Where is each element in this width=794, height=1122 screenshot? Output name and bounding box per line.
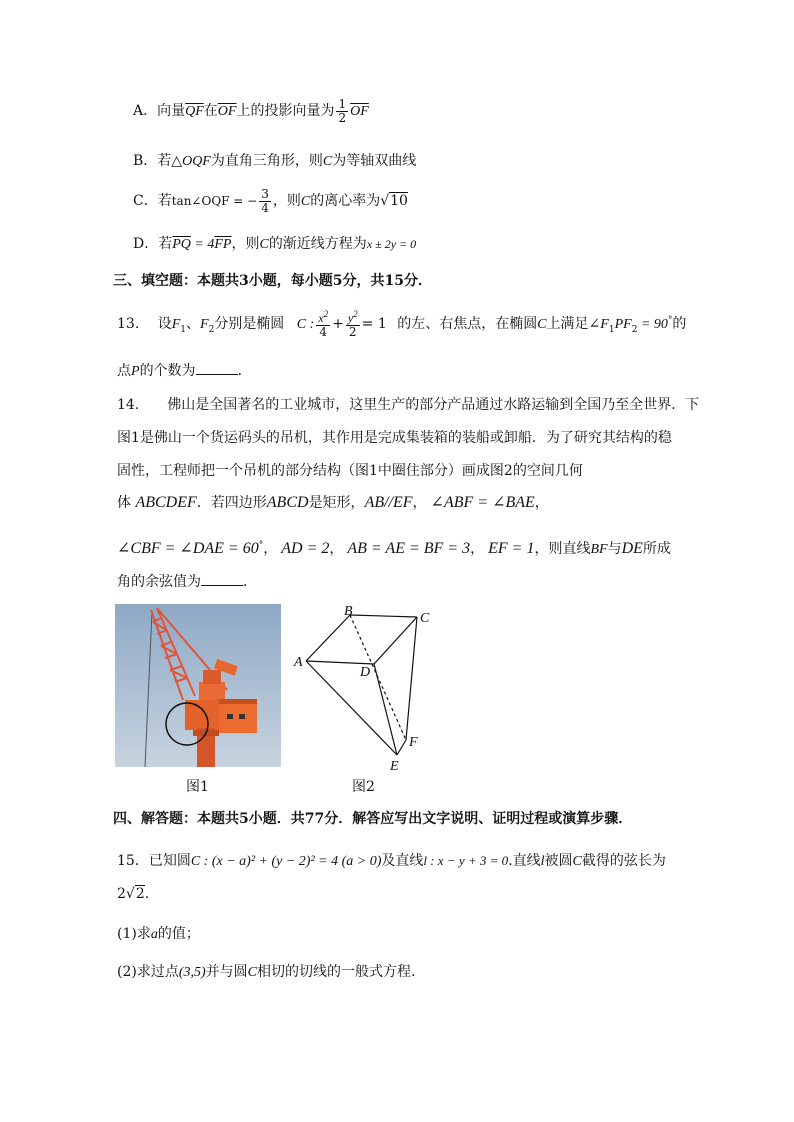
q14-text: ， bbox=[412, 495, 427, 511]
option-b-text-2: 为直角三角形，则 bbox=[210, 153, 323, 169]
option-d bbox=[133, 233, 416, 253]
q15-part2-text: (2)求过点 bbox=[117, 964, 179, 980]
q14-text: 是矩形， bbox=[308, 495, 365, 511]
q15-part2-text-3: 相切的切线的一般式方程. bbox=[257, 964, 416, 980]
math-asymptote: x ± 2y = 0 bbox=[366, 237, 417, 251]
label-e: E bbox=[390, 759, 399, 774]
math-de: DE bbox=[621, 540, 643, 557]
label-d: D bbox=[360, 665, 371, 680]
q13-text: 设 bbox=[157, 316, 172, 333]
figure-1-crane-photo bbox=[115, 604, 281, 767]
math-sub: 1 bbox=[180, 324, 187, 335]
math-c: C bbox=[572, 854, 582, 869]
option-c-text-3: 的离心率为 bbox=[310, 193, 381, 210]
fraction-y2-2: $\frac{y^2}{2}$ bbox=[347, 309, 358, 339]
label-c: C bbox=[420, 611, 430, 626]
option-d-text-2: ，则 bbox=[231, 236, 260, 252]
q13-text-5: 的 bbox=[672, 316, 687, 333]
frac-den: 2 bbox=[338, 110, 347, 125]
frac-num: 1 bbox=[338, 97, 347, 111]
q13-line2 bbox=[117, 360, 252, 380]
q15-part1 bbox=[117, 923, 200, 943]
math-plus: + bbox=[332, 316, 344, 333]
q14-end: ． bbox=[243, 574, 257, 590]
edge-ef bbox=[397, 740, 406, 755]
frac-x: x bbox=[318, 311, 324, 325]
q13-text-3: 的左、右焦点，在椭圆 bbox=[397, 316, 538, 333]
math-abcd: ABCD bbox=[266, 494, 309, 511]
math-ad: AD = 2 bbox=[281, 540, 330, 557]
vector-fp: $\overline{FP}$ bbox=[214, 237, 232, 252]
edge-bc bbox=[350, 615, 417, 617]
math-tan: tan∠OQF = − bbox=[171, 194, 258, 209]
frac-num: 3 bbox=[261, 187, 269, 201]
q15-part2 bbox=[117, 961, 415, 981]
math-eq: = 4 bbox=[190, 237, 215, 252]
answer-blank bbox=[196, 362, 238, 375]
math-l: l bbox=[540, 854, 545, 869]
math-degree: ° bbox=[667, 315, 673, 326]
q14-text: ， bbox=[329, 541, 344, 557]
q14-text: 体 bbox=[117, 495, 131, 511]
option-d-text-3: 的渐近线方程为 bbox=[268, 236, 367, 252]
option-c-text-2: ，则 bbox=[272, 193, 301, 210]
q13-text-2: 分别是椭圆 bbox=[214, 316, 285, 333]
q14-line1: 14. 佛山是全国著名的工业城市，这里生产的部分产品通过水路运输到全国乃至全世界．下 bbox=[117, 397, 700, 413]
math-ef: EF = 1 bbox=[488, 540, 535, 557]
q13-line1 bbox=[117, 310, 686, 338]
q15-part1-text: (1)求 bbox=[117, 926, 151, 942]
option-b-text: B．若 bbox=[133, 153, 172, 169]
q14-text: ，则直线 bbox=[534, 541, 591, 557]
q15-end: . bbox=[144, 886, 150, 902]
q15-text: .直线 bbox=[508, 853, 541, 869]
q15-part2-text-2: 并与圆 bbox=[205, 964, 248, 980]
math-eq: = 1 bbox=[361, 316, 387, 333]
q15-text: 及直线 bbox=[381, 853, 424, 869]
q14-text: ．若四边形 bbox=[196, 495, 267, 511]
q15-part1-text-2: 的值； bbox=[157, 926, 200, 942]
q13-number: 13. bbox=[117, 316, 140, 333]
fraction-half bbox=[336, 98, 348, 124]
q13-text-6: 点 bbox=[117, 363, 131, 379]
section-3-heading: 三、填空题：本题共3小题，每小题5分，共15分． bbox=[113, 273, 432, 289]
q14-line4 bbox=[117, 492, 549, 512]
q15-line1 bbox=[117, 850, 666, 870]
label-f: F bbox=[409, 735, 418, 750]
q15-text: 截得的弦长为 bbox=[581, 853, 666, 869]
math-angle-2: PF bbox=[614, 317, 632, 333]
math-line-equation: l : x − y + 3 = 0 bbox=[423, 853, 509, 868]
q14-text: 与 bbox=[607, 541, 622, 557]
q15-line2 bbox=[117, 886, 149, 902]
math-a: a bbox=[150, 927, 158, 942]
math-p: P bbox=[131, 364, 140, 379]
math-f: F bbox=[200, 317, 209, 333]
math-f: F bbox=[171, 317, 181, 333]
math-angles-60: ∠CBF = ∠DAE = 60 bbox=[117, 540, 259, 557]
sqrt-10: √10 bbox=[380, 193, 408, 210]
q14-text: ， bbox=[263, 541, 278, 557]
frac-den: 4 bbox=[319, 324, 327, 339]
vector-pq: $\overline{PQ}$ bbox=[172, 237, 191, 252]
fraction-x2-4: $\frac{x^2}{4}$ bbox=[318, 309, 329, 339]
q14-line2: 图1是佛山一个货运码头的吊机，其作用是完成集装箱的装船或卸船．为了研究其结构的稳 bbox=[117, 430, 672, 446]
edge-cf bbox=[406, 617, 417, 740]
fraction-three-quarters bbox=[259, 188, 271, 214]
q14-line3: 固性，工程师把一个吊机的部分结构（图1中圈住部分）画成图2的空间几何 bbox=[117, 463, 583, 479]
q14-text: 角的余弦值为 bbox=[117, 574, 201, 590]
q13-sep: 、 bbox=[186, 316, 201, 333]
math-oqf: OQF bbox=[182, 154, 211, 169]
figure-2-diagram bbox=[290, 600, 440, 775]
frac-y: y bbox=[347, 311, 354, 325]
option-b bbox=[133, 150, 416, 170]
math-angles-equal: ∠ABF = ∠BAE bbox=[430, 494, 535, 511]
frac-den: 4 bbox=[261, 200, 269, 215]
edge-dc bbox=[374, 617, 417, 664]
edge-bf-hidden bbox=[350, 615, 406, 740]
frac-den: 2 bbox=[348, 324, 357, 339]
math-degree: ° bbox=[258, 540, 264, 551]
q14-line5 bbox=[117, 538, 671, 558]
math-abcdef: ABCDEF bbox=[135, 494, 197, 511]
option-c bbox=[133, 188, 408, 214]
option-a-text-3: 上的投影向量为 bbox=[236, 103, 335, 120]
q15-text: 15．已知圆 bbox=[117, 853, 191, 869]
math-c: C bbox=[300, 194, 311, 210]
math-sub: 2 bbox=[208, 324, 215, 335]
math-c: C bbox=[322, 154, 333, 169]
math-coef: 2 bbox=[117, 886, 126, 902]
crane-illustration bbox=[115, 604, 281, 767]
option-a bbox=[133, 98, 369, 124]
vector-of-2: $\overline{OF}$ bbox=[350, 104, 369, 120]
math-c: C bbox=[537, 317, 547, 333]
math-angle-3: = 90 bbox=[637, 317, 668, 333]
option-a-text: A．向量 bbox=[133, 103, 186, 120]
figure-1-caption: 图1 bbox=[186, 779, 209, 795]
option-d-text: D．若 bbox=[133, 236, 173, 252]
math-sub: 2 bbox=[631, 324, 638, 335]
sqrt-radicand: 2 bbox=[135, 886, 145, 902]
math-sub: 1 bbox=[608, 324, 615, 335]
math-ab-ae-bf: AB = AE = BF = 3 bbox=[347, 540, 471, 557]
vector-of: $\overline{OF}$ bbox=[217, 104, 237, 120]
q14-text: ， bbox=[534, 495, 549, 511]
option-a-text-2: 在 bbox=[203, 103, 218, 120]
q14-text: ， bbox=[470, 541, 485, 557]
q13-end: ． bbox=[237, 363, 252, 379]
section-4-heading: 四、解答题：本题共5小题．共77分．解答应写出文字说明、证明过程或演算步骤． bbox=[113, 811, 633, 827]
answer-blank bbox=[201, 573, 243, 586]
triangle-symbol: △ bbox=[171, 153, 183, 169]
sqrt-radicand: 10 bbox=[390, 193, 408, 210]
math-parallel: AB//EF bbox=[364, 494, 413, 511]
math-ellipse-c: C : bbox=[296, 317, 315, 333]
figure-2-caption: 图2 bbox=[352, 779, 375, 795]
edge-ae bbox=[306, 661, 397, 755]
math-bf: BF bbox=[590, 542, 608, 557]
math-circle-equation: C : (x − a)² + (y − 2)² = 4 (a > 0) bbox=[190, 854, 382, 869]
edge-ab bbox=[306, 615, 350, 661]
solid-abcdef bbox=[290, 600, 440, 775]
edge-ad bbox=[306, 661, 374, 664]
option-c-text: C．若 bbox=[133, 193, 172, 210]
option-b-text-3: 为等轴双曲线 bbox=[332, 153, 417, 169]
math-c: C bbox=[247, 965, 258, 980]
math-angle: ∠F bbox=[588, 317, 609, 333]
label-a: A bbox=[294, 655, 303, 670]
math-c: C bbox=[259, 237, 269, 252]
q15-text: 被圆 bbox=[544, 853, 573, 869]
math-point: (3,5) bbox=[178, 965, 206, 980]
q14-line6 bbox=[117, 571, 257, 591]
q14-text: 所成 bbox=[642, 541, 671, 557]
sqrt-2: √2 bbox=[125, 886, 145, 902]
q13-text-7: 的个数为 bbox=[139, 363, 196, 379]
q13-text-4: 上满足 bbox=[546, 316, 589, 333]
vector-qf: $\overline{QF}$ bbox=[185, 104, 204, 120]
label-b: B bbox=[344, 604, 353, 619]
